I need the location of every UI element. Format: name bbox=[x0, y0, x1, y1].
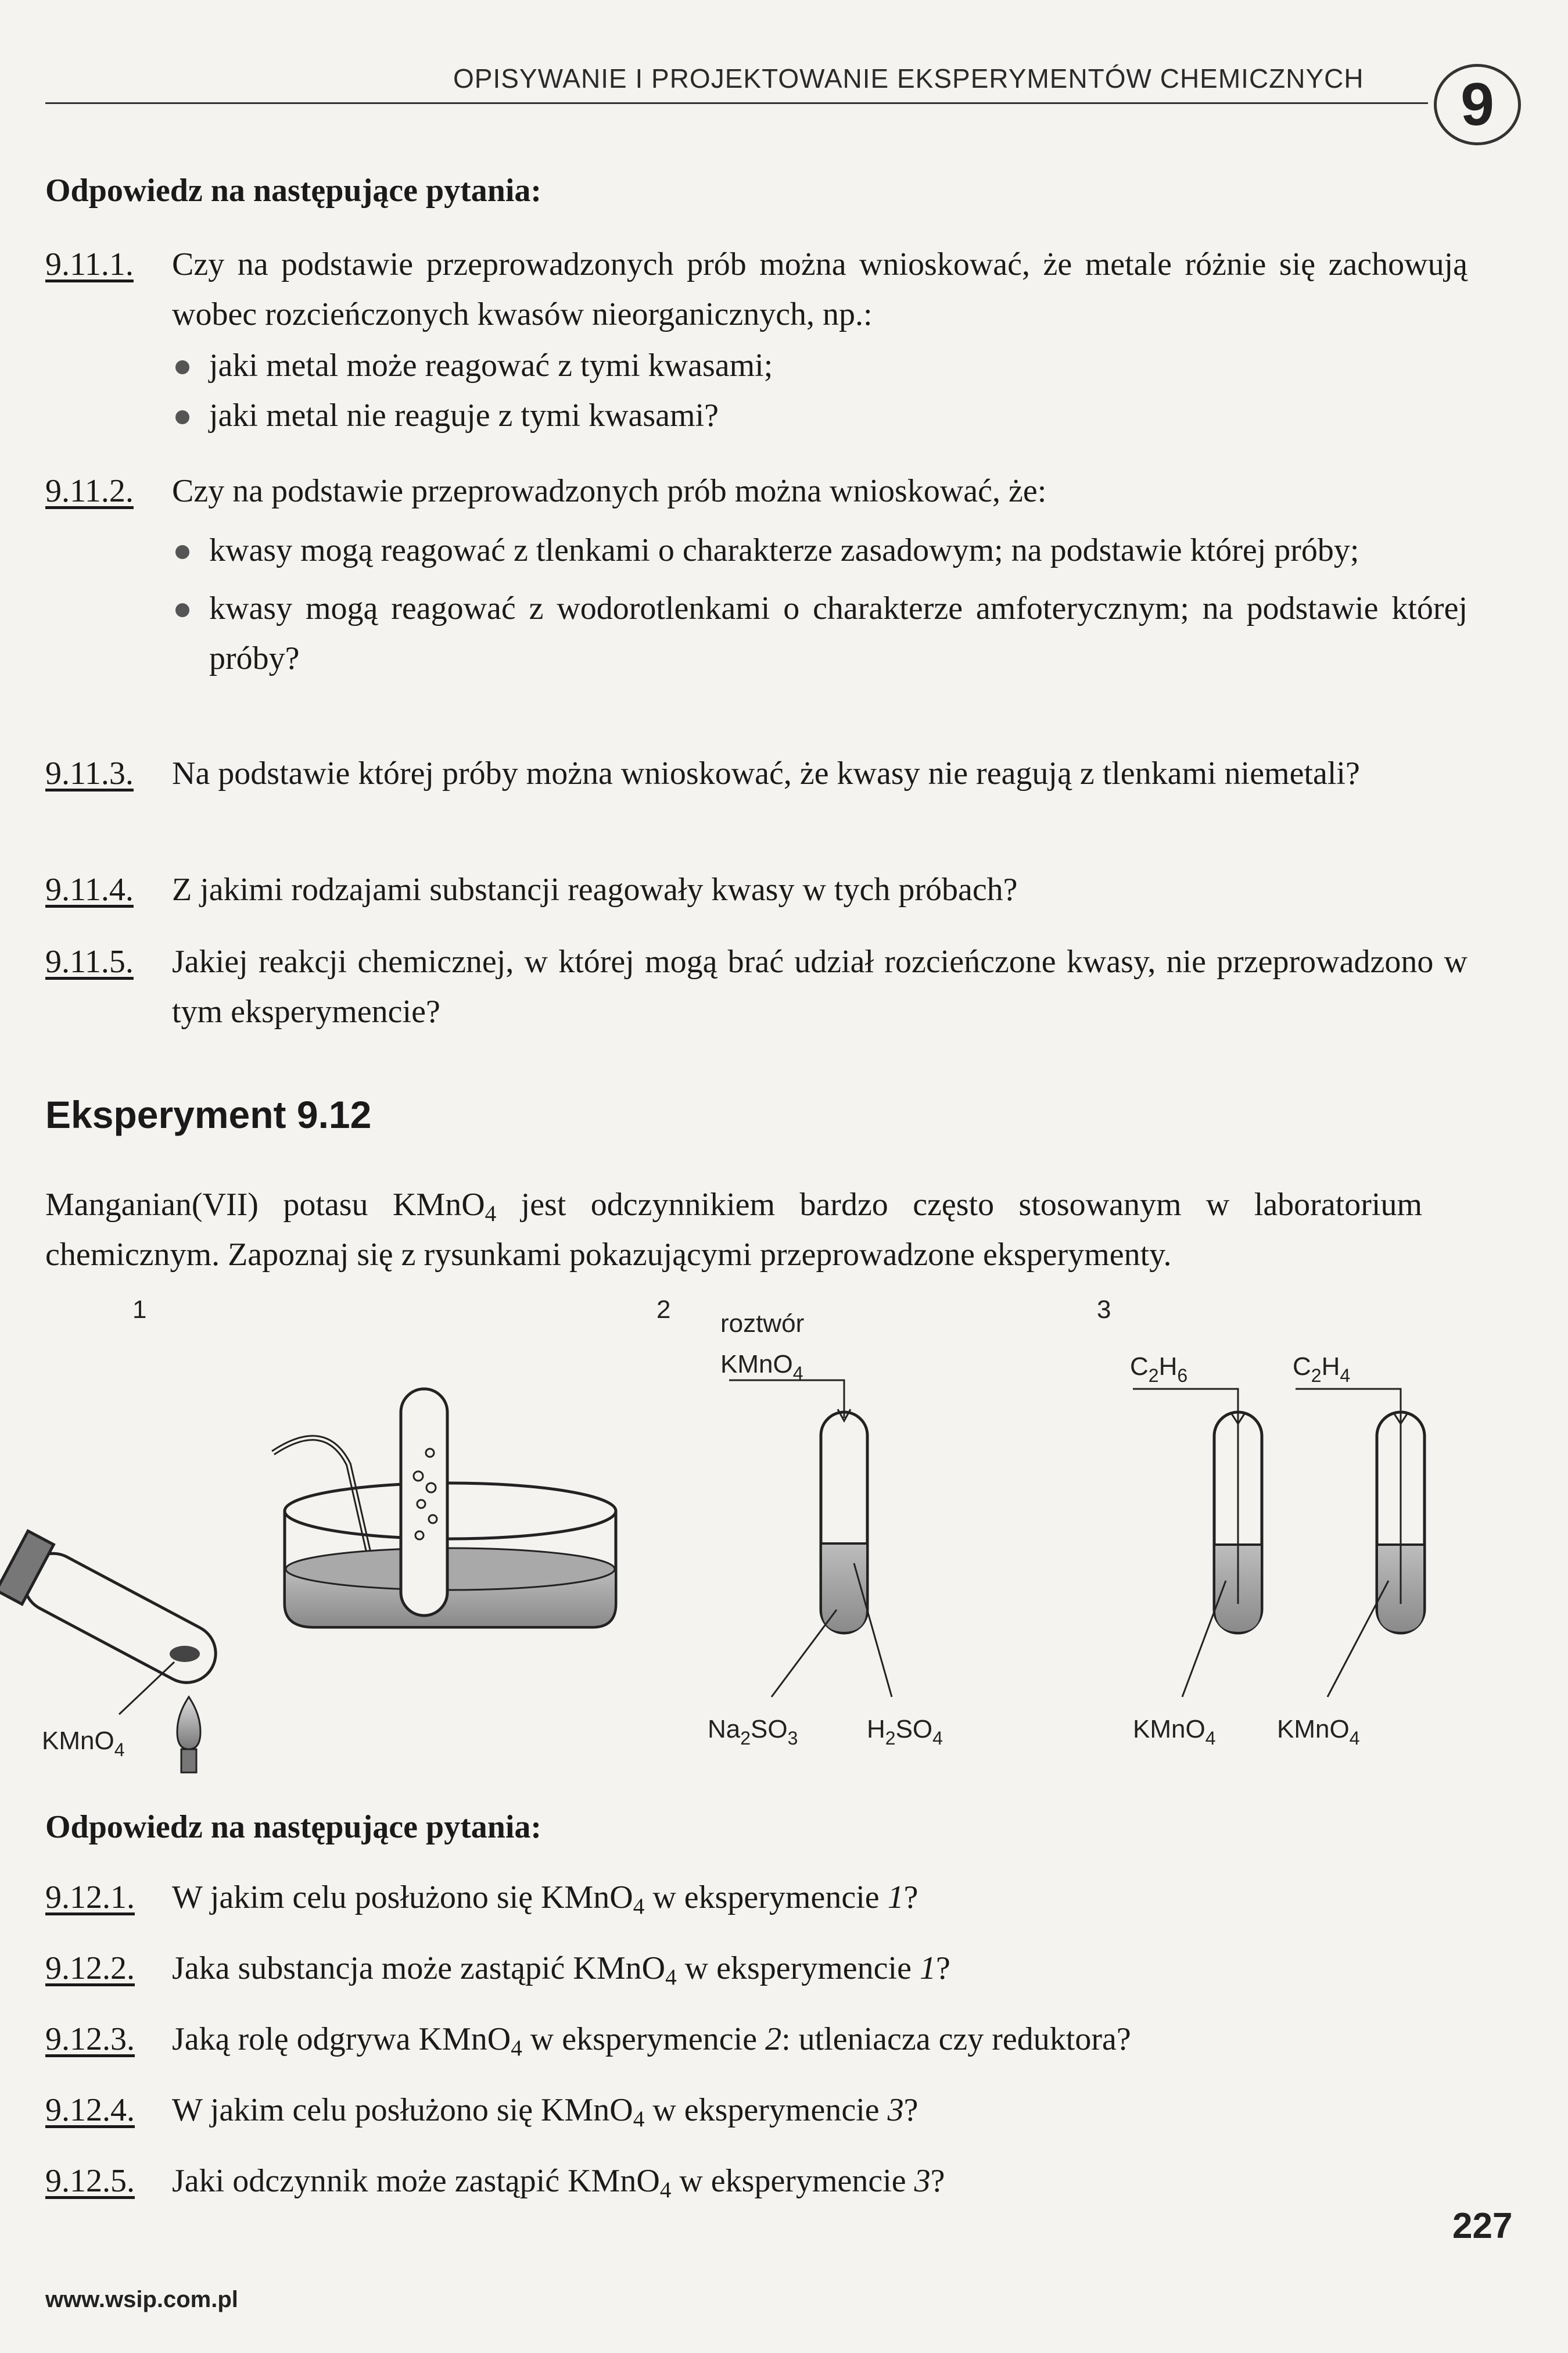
bullet-item: kwasy mogą reagować z wodorotlenkami o charakterze amfoterycznym; na podstawie której próby? bbox=[172, 583, 1467, 683]
question-text: Czy na podstawie przeprowadzonych prób można wnioskować, że: bbox=[172, 473, 1047, 509]
panel-3-gas-left: $C_2H_6$ bbox=[1130, 1352, 1188, 1386]
panel-1-number: 1 bbox=[132, 1295, 147, 1324]
question-text: Jakiej reakcji chemicznej, w której mogą brać udział rozcieńczone kwasy, nie przeprowadzono w tym eksperymencie? bbox=[172, 944, 1467, 1030]
bullets-9-11-2 bbox=[172, 525, 1467, 683]
bullet-item: kwasy mogą reagować z tlenkami o charakterze zasadowym; na podstawie której próby; bbox=[172, 525, 1467, 575]
question-9-12-4 bbox=[45, 2085, 1440, 2135]
question-text: Jaką rolę odgrywa KMnO$_4$ w eksperymencie 2: utleniacza czy reduktora? bbox=[172, 2021, 1131, 2061]
running-header: OPISYWANIE I PROJEKTOWANIE EKSPERYMENTÓW CHEMICZNYCH bbox=[453, 63, 1364, 94]
question-text: W jakim celu posłużono się KMnO$_4$ w eksperymencie 1? bbox=[172, 1879, 918, 1919]
panel-3-gas-right: $C_2H_4$ bbox=[1293, 1352, 1351, 1386]
panel-3-label-right: KMnO$_4$ bbox=[1277, 1715, 1360, 1749]
question-number: 9.12.2. bbox=[45, 1950, 135, 1986]
panel-2-reagent-line2: KMnO$_4$ bbox=[720, 1350, 803, 1384]
panel-2-label-left: $Na_2SO_3$ bbox=[708, 1715, 798, 1749]
panel-3-apparatus bbox=[1133, 1389, 1425, 1697]
intro-text: Manganian(VII) potasu KMnO bbox=[45, 1187, 485, 1223]
panel-2-number: 2 bbox=[656, 1295, 671, 1324]
bullet-item: jaki metal nie reaguje z tymi kwasami? bbox=[172, 391, 1467, 440]
question-text: W jakim celu posłużono się KMnO$_4$ w eksperymencie 3? bbox=[172, 2092, 918, 2132]
question-text: Czy na podstawie przeprowadzonych prób można wnioskować, że metale różnie się zachowują wobec rozcieńczonych kwasów nieorganicznych, np.: bbox=[172, 246, 1467, 332]
panel-3-number: 3 bbox=[1097, 1295, 1111, 1324]
question-number: 9.12.5. bbox=[45, 2163, 135, 2199]
panel-1-label: KMnO$_4$ bbox=[42, 1727, 125, 1760]
chapter-badge: 9 bbox=[1434, 64, 1521, 145]
panel-3-label-left: KMnO$_4$ bbox=[1133, 1715, 1216, 1749]
question-text: Jaki odczynnik może zastąpić KMnO$_4$ w eksperymencie 3? bbox=[172, 2163, 945, 2202]
bullets-9-11-1 bbox=[172, 341, 1467, 440]
section1-heading: Odpowiedz na następujące pytania: bbox=[45, 173, 542, 209]
panel-2-apparatus bbox=[729, 1380, 892, 1697]
section2-heading: Odpowiedz na następujące pytania: bbox=[45, 1809, 542, 1845]
question-text: Z jakimi rodzajami substancji reagowały kwasy w tych próbach? bbox=[172, 872, 1018, 908]
intro-text: jest odczynnikiem bardzo często stosowanym w laboratorium chemicznym. Zapoznaj się z rysunkami pokazującymi przeprowadzone eksperymenty. bbox=[45, 1187, 1422, 1273]
panel-1-apparatus bbox=[0, 1389, 616, 1772]
panel-2-reagent-line1: roztwór bbox=[720, 1309, 805, 1338]
question-number: 9.11.3. bbox=[45, 755, 134, 792]
experiment-heading: Eksperyment 9.12 bbox=[45, 1093, 372, 1136]
page-number: 227 bbox=[1452, 2206, 1513, 2246]
question-9-12-2 bbox=[45, 1943, 1440, 1993]
header-rule bbox=[45, 102, 1428, 104]
question-number: 9.12.3. bbox=[45, 2021, 135, 2057]
experiment-figure bbox=[0, 1278, 1568, 1802]
question-number: 9.12.1. bbox=[45, 1879, 135, 1915]
question-number: 9.12.4. bbox=[45, 2092, 135, 2128]
question-9-12-3 bbox=[45, 2014, 1440, 2064]
bullet-item: jaki metal może reagować z tymi kwasami; bbox=[172, 341, 1467, 391]
question-number: 9.11.5. bbox=[45, 944, 134, 980]
experiment-intro bbox=[45, 1180, 1422, 1280]
question-text: Jaka substancja może zastąpić KMnO$_4$ w eksperymencie 1? bbox=[172, 1950, 950, 1990]
question-text: Na podstawie której próby można wnioskować, że kwasy nie reagują z tlenkami niemetali? bbox=[172, 755, 1360, 792]
publisher-url: www.wsip.com.pl bbox=[45, 2287, 238, 2312]
panel-2-label-right: $H_2SO_4$ bbox=[867, 1715, 943, 1749]
question-number: 9.11.2. bbox=[45, 473, 134, 509]
question-9-12-1 bbox=[45, 1872, 1440, 1922]
question-9-12-5 bbox=[45, 2156, 1440, 2206]
question-number: 9.11.4. bbox=[45, 872, 134, 908]
question-number: 9.11.1. bbox=[45, 246, 134, 282]
intro-subscript: 4 bbox=[485, 1201, 497, 1226]
